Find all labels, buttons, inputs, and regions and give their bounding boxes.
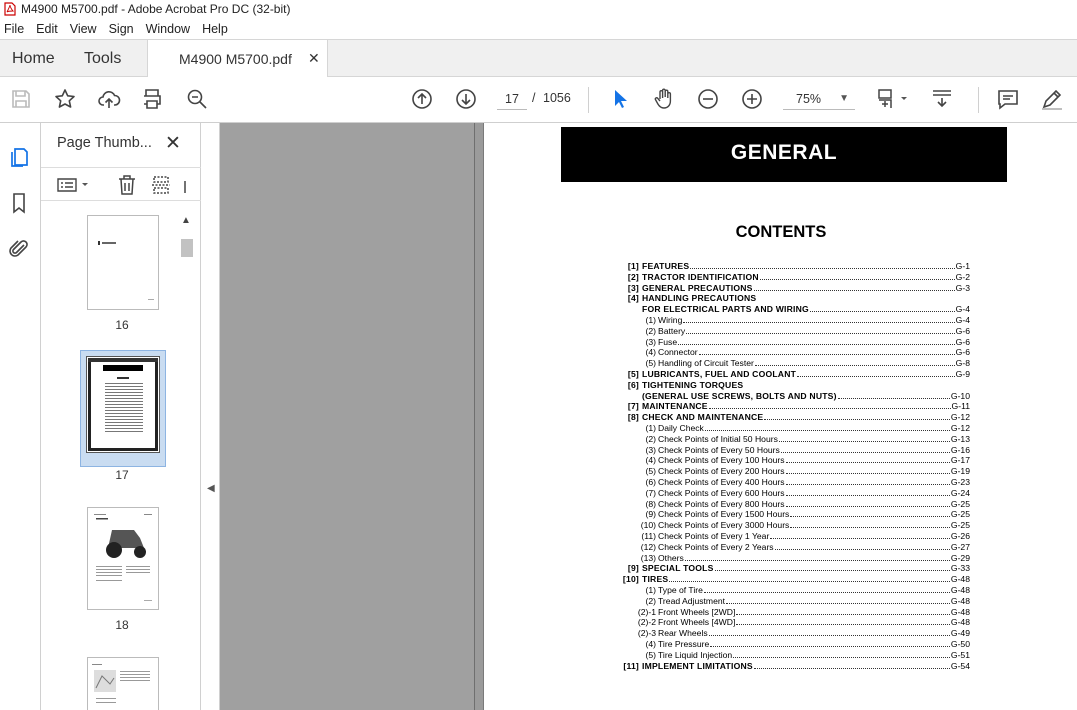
- page-thumbnails-panel: [41, 123, 201, 710]
- toc-entry: [620, 509, 970, 520]
- toc-entry: [620, 477, 970, 488]
- tab-home[interactable]: Home: [12, 50, 55, 67]
- toc-entry: [620, 607, 970, 618]
- toc-entry-number: [3]: [627, 282, 639, 293]
- toc-entry-title: Connector: [658, 347, 698, 358]
- toc-entry-number: [11]: [623, 660, 639, 671]
- delete-page-icon[interactable]: [115, 173, 139, 197]
- toc-dot-leader: [781, 445, 950, 453]
- toc-entry-title: Battery: [658, 325, 686, 336]
- more-tools-icon[interactable]: [179, 173, 191, 197]
- toc-entry-number: (9): [645, 509, 656, 520]
- toc-entry: [620, 434, 970, 445]
- toc-dot-leader: [786, 477, 950, 485]
- toc-entry-title: MAINTENANCE: [642, 401, 708, 412]
- section-banner: GENERAL: [561, 127, 1007, 182]
- toc-entry: [620, 628, 970, 639]
- toc-entry-number: (2): [645, 325, 656, 336]
- hand-tool-icon[interactable]: [651, 86, 677, 112]
- toc-dot-leader: [754, 283, 955, 291]
- toc-entry: [620, 347, 970, 358]
- toc-entry-number: (2): [645, 433, 656, 444]
- toc-entry-title: Check Points of Every 400 Hours: [658, 477, 785, 487]
- toc-entry-page: G-25: [950, 498, 970, 509]
- toc-entry-number: (3): [645, 444, 656, 455]
- toc-dot-leader: [736, 607, 950, 615]
- zoom-in-icon[interactable]: [739, 86, 765, 112]
- tab-bar: [0, 39, 1077, 77]
- toc-entry-number: [2]: [627, 271, 639, 282]
- toc-entry-page: G-4: [955, 304, 970, 315]
- toc-entry: [620, 585, 970, 596]
- toc-entry-page: G-48: [950, 585, 970, 595]
- toc-dot-leader: [683, 315, 955, 323]
- page-thumbnails-icon[interactable]: [7, 145, 31, 169]
- toc-entry-page: G-29: [950, 552, 970, 563]
- toc-entry-number: (12): [640, 541, 656, 552]
- bookmark-star-icon[interactable]: [52, 86, 78, 112]
- zoom-level-select[interactable]: [783, 88, 855, 110]
- thumbnail-content: [87, 357, 159, 452]
- page-number-input[interactable]: 17: [497, 88, 527, 110]
- toc-dot-leader: [678, 337, 955, 345]
- thumbnail-page-18[interactable]: [87, 507, 159, 610]
- thumbnail-page-19[interactable]: [87, 657, 159, 710]
- toc-dot-leader: [704, 585, 950, 593]
- toc-entry: [620, 574, 970, 585]
- toc-entry: [620, 423, 970, 434]
- previous-page-icon[interactable]: [409, 86, 435, 112]
- toc-dot-leader: [797, 369, 955, 377]
- toc-dot-leader: [764, 412, 950, 420]
- scrollbar-thumb[interactable]: [181, 239, 193, 257]
- print-icon[interactable]: [139, 86, 165, 112]
- page-fit-icon[interactable]: [873, 86, 911, 112]
- toc-entry-number: (1): [645, 423, 656, 433]
- tab-tools[interactable]: Tools: [84, 50, 122, 67]
- toc-entry-title: Check Points of Every 600 Hours: [658, 487, 785, 498]
- toc-entry-page: G-6: [955, 347, 970, 358]
- toc-dot-leader: [699, 347, 955, 355]
- toc-entry-page: G-23: [950, 477, 970, 487]
- thumbnail-content: [88, 216, 158, 309]
- chevron-down-icon: ▼: [839, 93, 849, 104]
- toc-entry-page: G-48: [950, 595, 970, 606]
- toc-entry-title: Check Points of Every 800 Hours: [658, 498, 785, 509]
- toc-entry-number: [4]: [627, 293, 639, 304]
- toc-dot-leader: [736, 617, 950, 625]
- toc-dot-leader: [770, 531, 950, 539]
- toc-entry: [620, 283, 970, 294]
- toc-dot-leader: [709, 628, 950, 636]
- panel-title: Page Thumb...: [57, 135, 152, 151]
- toc-dot-leader: [838, 391, 950, 399]
- select-cursor-icon[interactable]: [607, 86, 633, 112]
- toc-entry: [620, 293, 970, 304]
- toc-entry-page: G-19: [950, 466, 970, 477]
- menu-file[interactable]: File: [4, 21, 25, 36]
- menu-edit[interactable]: Edit: [36, 21, 58, 36]
- toc-entry: [620, 401, 970, 412]
- toc-entry-title: Others: [658, 552, 684, 563]
- thumbnail-content: [88, 508, 158, 609]
- toc-dot-leader: [779, 434, 950, 442]
- toc-entry-page: G-17: [950, 455, 970, 466]
- toc-entry: [620, 639, 970, 650]
- toc-entry-number: [9]: [627, 563, 639, 574]
- toc-entry-title: Wiring: [658, 315, 683, 325]
- toc-entry-number: (2)-1: [637, 606, 656, 617]
- toc-entry: [620, 326, 970, 337]
- toc-entry-number: (10): [640, 520, 656, 531]
- menu-window[interactable]: Window: [145, 21, 191, 36]
- thumbnail-label: 17: [115, 468, 129, 482]
- toc-entry-number: (3): [645, 336, 656, 347]
- toc-entry: [620, 531, 970, 542]
- toc-dot-leader: [715, 563, 950, 571]
- pdf-page: [483, 123, 1077, 710]
- toc-entry-number: (13): [640, 552, 656, 563]
- toc-entry-title: Check Points of Every 200 Hours: [658, 466, 785, 477]
- toc-entry: [620, 520, 970, 531]
- menu-bar: [0, 18, 1077, 39]
- toc-entry-number: (8): [645, 498, 656, 509]
- toc-dot-leader: [786, 455, 950, 463]
- menu-view[interactable]: View: [69, 21, 97, 36]
- toc-entry: [620, 499, 970, 510]
- zoom-level-value: 75%: [796, 92, 822, 106]
- toc-entry: [620, 337, 970, 348]
- toc-entry-page: G-48: [950, 574, 970, 585]
- toc-entry: [620, 412, 970, 423]
- toc-entry-title: Handling of Circuit Tester: [658, 358, 754, 369]
- toc-entry-title: CHECK AND MAINTENANCE: [642, 412, 764, 423]
- toc-entry-page: G-54: [950, 660, 970, 671]
- toc-entry-page: G-13: [950, 433, 970, 444]
- toc-entry-title: HANDLING PRECAUTIONS: [642, 293, 757, 304]
- toc-entry-number: (5): [645, 466, 656, 477]
- toc-dot-leader: [705, 423, 950, 431]
- toc-entry-title: Rear Wheels: [658, 628, 708, 639]
- toc-dot-leader: [755, 358, 955, 366]
- toc-entry: [620, 272, 970, 283]
- thumbnail-label: 16: [115, 318, 129, 332]
- toc-entry: [620, 380, 970, 391]
- toc-entry-number: (4): [645, 347, 656, 358]
- toc-dot-leader: [709, 401, 951, 409]
- toc-dot-leader: [810, 304, 955, 312]
- toc-entry-page: G-33: [950, 563, 970, 574]
- toc-entry: [620, 617, 970, 628]
- toc-dot-leader: [775, 542, 950, 550]
- toc-entry-title: Tire Liquid Injection: [658, 649, 733, 660]
- toc-entry: [620, 391, 970, 402]
- toc-entry-title: LUBRICANTS, FUEL AND COOLANT: [642, 369, 797, 379]
- toc-entry-title: Check Points of Every 100 Hours: [658, 455, 785, 466]
- close-tab-icon[interactable]: ✕: [308, 50, 320, 66]
- left-navigation-rail: [0, 123, 41, 710]
- toolbar-divider: [588, 87, 589, 113]
- extract-pages-icon[interactable]: [149, 173, 173, 197]
- toc-dot-leader: [790, 509, 950, 517]
- toc-entry: [620, 661, 970, 672]
- toc-entry-page: G-50: [950, 639, 970, 649]
- toc-entry-number: (4): [645, 639, 656, 649]
- toc-entry-number: [1]: [627, 261, 639, 271]
- toc-entry-title: TRACTOR IDENTIFICATION: [642, 271, 759, 282]
- window-title: M4900 M5700.pdf - Adobe Acrobat Pro DC (32-bit): [21, 2, 291, 16]
- acrobat-icon: [4, 2, 16, 16]
- panel-collapse-bar[interactable]: [201, 123, 220, 710]
- toc-entry-number: (7): [645, 487, 656, 498]
- scroll-up-icon[interactable]: ▲: [181, 215, 191, 226]
- toc-dot-leader: [733, 650, 950, 658]
- toc-entry-page: G-48: [950, 606, 970, 617]
- options-menu-icon[interactable]: [55, 173, 91, 197]
- upload-cloud-icon[interactable]: [96, 86, 122, 112]
- toc-entry-title: (GENERAL USE SCREWS, BOLTS AND NUTS): [642, 390, 837, 401]
- toc-entry-page: G-10: [950, 390, 970, 401]
- toc-entry-number: [6]: [627, 379, 639, 390]
- toc-entry-page: G-25: [950, 520, 970, 531]
- toc-entry-page: G-27: [950, 541, 970, 552]
- menu-help[interactable]: Help: [202, 21, 228, 36]
- toc-entry-number: [7]: [627, 401, 639, 412]
- toc-entry-page: G-48: [950, 617, 970, 628]
- toc-dot-leader: [710, 639, 950, 647]
- save-icon[interactable]: [8, 86, 34, 112]
- toc-entry-page: G-25: [950, 509, 970, 520]
- scroll-mode-icon[interactable]: [929, 86, 955, 112]
- title-bar: [0, 0, 1077, 18]
- toc-entry: [620, 596, 970, 607]
- toc-entry-title: TIGHTENING TORQUES: [642, 379, 744, 390]
- toc-entry-page: G-49: [950, 628, 970, 639]
- toc-entry-title: Front Wheels [4WD]: [658, 617, 736, 628]
- menu-sign[interactable]: Sign: [108, 21, 134, 36]
- toc-entry-page: G-2: [955, 271, 970, 282]
- toc-entry: [620, 563, 970, 574]
- toc-dot-leader: [726, 596, 950, 604]
- toc-entry-number: (1): [645, 585, 656, 595]
- toc-entry: [620, 369, 970, 380]
- thumbnail-content: [88, 658, 158, 710]
- toolbar-divider: [978, 87, 979, 113]
- toc-dot-leader: [786, 488, 950, 496]
- zoom-out-icon[interactable]: [695, 86, 721, 112]
- toc-entry-title: Check Points of Every 50 Hours: [658, 444, 780, 455]
- total-pages: 1056: [543, 91, 571, 105]
- contents-heading: CONTENTS: [735, 223, 827, 241]
- toc-dot-leader: [760, 272, 955, 280]
- toc-entry-number: [10]: [622, 574, 639, 585]
- toc-dot-leader: [786, 499, 950, 507]
- toc-entry: [620, 466, 970, 477]
- toc-entry-page: G-16: [950, 444, 970, 455]
- toc-entry-number: (11): [641, 531, 656, 541]
- toc-entry-title: Check Points of Every 1500 Hours: [658, 509, 790, 520]
- toc-entry-page: G-4: [955, 315, 970, 325]
- toc-dot-leader: [686, 326, 955, 334]
- toc-entry-page: G-12: [950, 423, 970, 433]
- toc-entry-page: G-6: [955, 336, 970, 347]
- toc-entry-number: (2)-3: [637, 628, 656, 639]
- toc-entry-title: Type of Tire: [658, 585, 703, 595]
- toc-entry-page: G-1: [955, 261, 970, 271]
- toc-dot-leader: [790, 520, 950, 528]
- toc-entry-page: G-3: [955, 282, 970, 293]
- toc-entry-number: (1): [645, 315, 656, 325]
- toc-entry-page: G-6: [955, 325, 970, 336]
- toc-dot-leader: [754, 661, 950, 669]
- toc-entry-page: G-51: [950, 649, 970, 660]
- toolbar: [0, 77, 1077, 123]
- previous-page-area: [220, 123, 475, 710]
- toc-dot-leader: [690, 261, 955, 269]
- toc-entry-title: Check Points of Initial 50 Hours: [658, 433, 778, 444]
- tab-document-label: M4900 M5700.pdf: [179, 51, 292, 67]
- toc-entry-number: (5): [645, 358, 656, 369]
- toc-entry-title: Check Points of Every 3000 Hours: [658, 520, 790, 531]
- thumbnail-page-16[interactable]: [87, 215, 159, 310]
- highlight-pen-icon[interactable]: [1039, 86, 1065, 112]
- toc-entry-title: Tire Pressure: [658, 639, 710, 649]
- toc-entry-title: Check Points of Every 2 Years: [658, 541, 774, 552]
- toc-entry-number: [8]: [627, 412, 639, 423]
- toc-entry: [620, 445, 970, 456]
- bookmarks-icon[interactable]: [7, 191, 31, 215]
- toc-entry: [620, 542, 970, 553]
- toc-dot-leader: [786, 466, 950, 474]
- toc-entry-title: Fuse: [658, 336, 678, 347]
- toc-entry-page: G-9: [955, 369, 970, 379]
- toc-dot-leader: [685, 553, 950, 561]
- toc-entry-title: Check Points of Every 1 Year: [658, 531, 770, 541]
- toc-entry-page: G-11: [951, 401, 970, 412]
- toc-entry-page: G-24: [950, 487, 970, 498]
- next-page-icon[interactable]: [453, 86, 479, 112]
- document-view[interactable]: [220, 123, 1077, 710]
- thumbnail-page-17[interactable]: [86, 356, 160, 453]
- toc-entry: [620, 315, 970, 326]
- toc-entry-number: (6): [645, 477, 656, 487]
- page-separator: /: [532, 91, 536, 105]
- attachments-icon[interactable]: [7, 237, 31, 261]
- thumbnail-label: 18: [115, 618, 129, 632]
- search-icon[interactable]: [184, 86, 210, 112]
- toc-entry-title: Tread Adjustment: [658, 595, 726, 606]
- toc-entry-title: IMPLEMENT LIMITATIONS: [642, 660, 753, 671]
- close-panel-icon[interactable]: ✕: [165, 133, 181, 154]
- toc-entry: [620, 488, 970, 499]
- toc-entry-number: (2)-2: [637, 617, 656, 628]
- toc-entry-title: FEATURES: [642, 261, 690, 271]
- comment-icon[interactable]: [995, 86, 1021, 112]
- toc-entry-page: G-8: [955, 358, 970, 369]
- toc-entry: [620, 650, 970, 661]
- toc-entry-page: G-26: [950, 531, 970, 541]
- toc-entry: [620, 358, 970, 369]
- thumbnail-tools: [41, 167, 201, 201]
- toc-entry-title: SPECIAL TOOLS: [642, 563, 714, 574]
- toc-entry-page: G-12: [950, 412, 970, 423]
- collapse-arrow-icon[interactable]: ◀: [207, 483, 215, 494]
- toc-entry-title: Daily Check: [658, 423, 704, 433]
- thumbnail-scrollbar[interactable]: [179, 213, 195, 710]
- toc-entry-title: FOR ELECTRICAL PARTS AND WIRING: [642, 304, 809, 315]
- toc-entry-number: (2): [645, 595, 656, 606]
- toc-dot-leader: [669, 574, 950, 582]
- toc-entry: [620, 553, 970, 564]
- toc-entry-title: TIRES: [642, 574, 669, 585]
- toc-entry: [620, 455, 970, 466]
- toc-entry-title: GENERAL PRECAUTIONS: [642, 282, 753, 293]
- toc-entry-number: [5]: [627, 369, 639, 379]
- toc-entry-number: (4): [645, 455, 656, 466]
- toc-entry: [620, 304, 970, 315]
- toc-entry-number: (5): [645, 649, 656, 660]
- toc-entry: [620, 261, 970, 272]
- toc-entry-title: Front Wheels [2WD]: [658, 606, 736, 617]
- tab-document[interactable]: [147, 40, 328, 78]
